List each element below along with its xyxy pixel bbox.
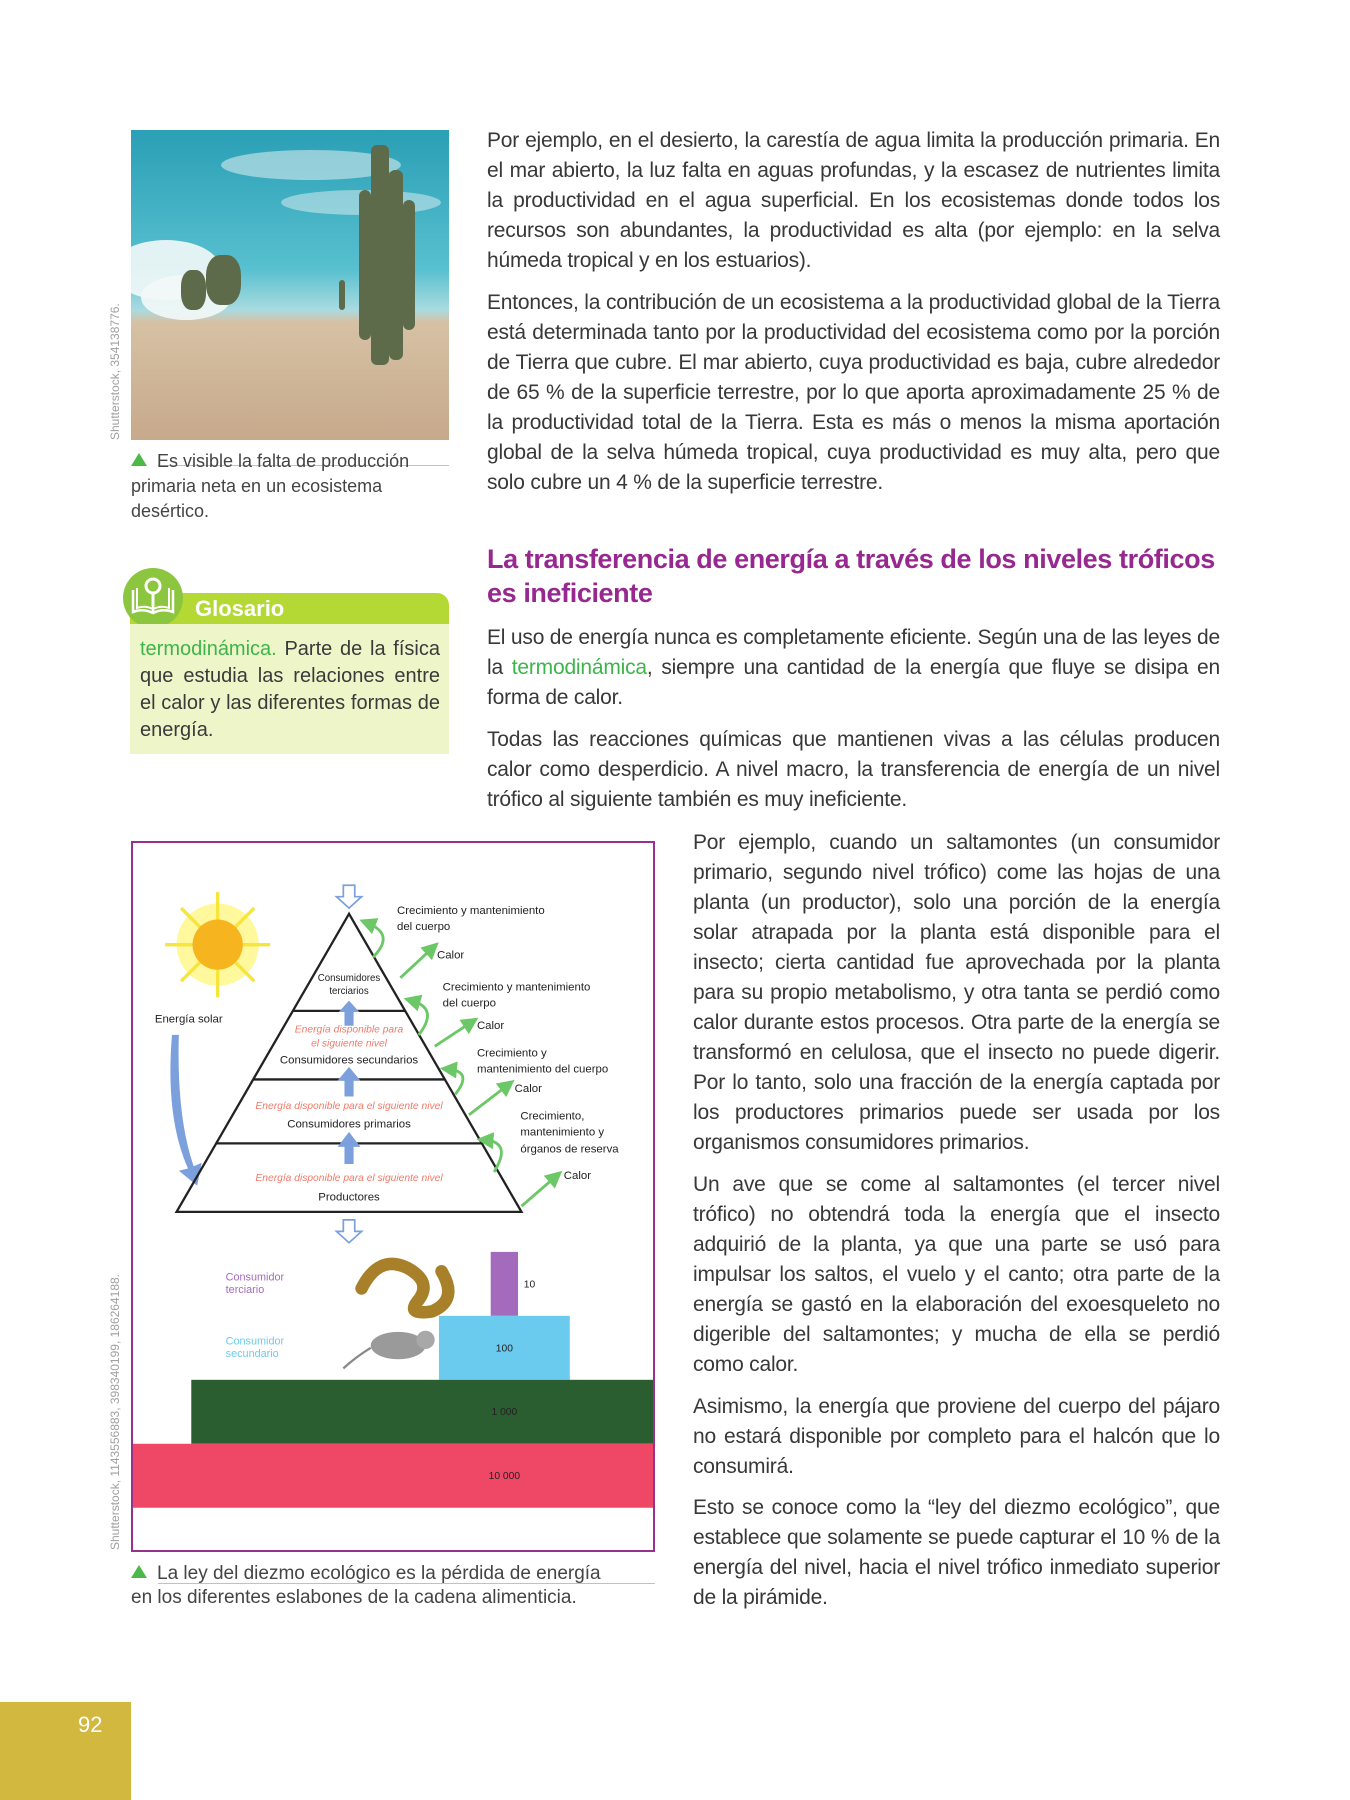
trophic-level-label: Consumidor	[225, 1271, 285, 1284]
caption-line: Es visible la falta de producción	[157, 451, 410, 471]
energy-bar	[133, 1444, 653, 1508]
trophic-level-label: Productor	[225, 1470, 273, 1483]
side-label: Crecimiento y mantenimiento	[396, 904, 545, 917]
glossary-term: termodinámica.	[140, 638, 277, 660]
side-label: del cuerpo	[442, 997, 496, 1010]
level-label: Consumidores primarios	[287, 1118, 411, 1131]
available-energy-label: el siguiente nivel	[311, 1038, 387, 1050]
glossary-definition: Parte de la física que estudia las relaciones entre el calor y las diferentes formas de energía.	[140, 638, 440, 741]
paragraph: Todas las reacciones químicas que mantienen vivas a las células producen calor como desperdicio. A nivel macro, la transferencia de energía de un nivel trófico al siguiente también es muy ineficiente.	[487, 728, 1220, 811]
photo-credit: Shutterstock, 354138776.	[108, 303, 122, 440]
paragraph: Entonces, la contribución de un ecosistema a la productividad global de la Tierra está determinada tanto por la productividad del ecosistema como por la porción de Tierra que cubre. El mar abierto, cuya productividad es baja, cubre alrededor de 65 % de la superficie terrestre, por lo que aporta aproximadamente 25 % de la productividad total de la Tierra. Esta es más o menos la misma aportación global de la selva húmeda tropical, cuya productividad es muy alta, pero que solo cubre un 4 % de la superficie terrestre.	[487, 291, 1220, 494]
mouse-icon	[343, 1331, 434, 1369]
energy-value-label: 1 000	[491, 1407, 518, 1419]
energy-value-label: 10 000	[488, 1471, 521, 1483]
trophic-level-label: Consumidor	[225, 1399, 285, 1412]
side-label: mantenimiento y	[520, 1126, 605, 1139]
page-number: 92	[78, 1712, 103, 1737]
photo-caption	[131, 449, 451, 524]
paragraph: Por ejemplo, en el desierto, la carestía de agua limita la producción primaria. En el mar abierto, la luz falta en aguas profundas, y la escasez de nutrientes limita la productividad en el agua superficial. En los ecosistemas donde todos los recursos son abundantes, la productividad es alta (por ejemplo: en la selva húmeda tropical y en los estuarios).	[487, 129, 1220, 272]
text: El uso de energía nunca es completamente eficiente. Según una de las leyes de la	[487, 626, 1220, 679]
glossary-link[interactable]: termodinámica	[511, 656, 647, 679]
side-label: Crecimiento,	[520, 1110, 585, 1123]
energy-bars	[133, 1252, 653, 1508]
side-label: mantenimiento del cuerpo	[476, 1063, 609, 1076]
paragraph: Esto se conoce como la “ley del diezmo ecológico”, que establece que solamente se puede capturar el 10 % de la energía del nivel, hacia el nivel trófico inmediato superior de la pirámide.	[693, 1496, 1220, 1609]
diagram-credit: Shutterstock, 1143556883, 398340199, 186264188.	[108, 1273, 122, 1550]
level-label: Consumidores	[317, 973, 381, 985]
available-energy-label: Energía disponible para el siguiente nivel	[255, 1101, 443, 1113]
trophic-level-label: terciario	[225, 1284, 265, 1297]
heat-label: Calor	[436, 949, 465, 962]
trophic-level-label: Consumidor	[225, 1335, 285, 1348]
book-magnifier-icon	[123, 568, 183, 628]
caption-line: desértico.	[131, 501, 210, 521]
paragraph: Un ave que se come al saltamontes (el tercer nivel trófico) no obtendrá toda la energía que el insecto adquirió de la planta, ya que una parte se usó para impulsar los saltos, el vuelo y el canto; otra parte de la energía se gastó en la elaboración del exoesqueleto no digerible del saltamontes; y mucha de ella se perdió como calor.	[693, 1173, 1220, 1376]
paragraph: Asimismo, la energía que proviene del cuerpo del pájaro no estará disponible por completo para el halcón que lo consumirá.	[693, 1395, 1220, 1478]
paragraph	[487, 623, 1220, 713]
available-energy-label: Energía disponible para el siguiente nivel	[255, 1173, 443, 1185]
side-label: del cuerpo	[396, 920, 451, 933]
triangle-icon	[131, 1565, 147, 1578]
paragraph: Por ejemplo, cuando un saltamontes (un consumidor primario, segundo nivel trófico) come las hojas de una planta (un productor), solo una porción de la energía solar atrapada por la planta está disponible para el insecto; cierta cantidad fue aprovechada por la planta para su propio metabolismo, y otra tanta se perdió como calor durante estos procesos. Otra parte de la energía se transformó en celulosa, que el insecto no puede digerir. Por lo tanto, solo una fracción de la energía captada por los productores primarios puede ser usada por los organismos consumidores primarios.	[693, 831, 1220, 1154]
heat-label: Calor	[514, 1082, 542, 1095]
side-label: Crecimiento y	[476, 1047, 547, 1060]
energy-value-label: 100	[495, 1343, 513, 1355]
diagram-caption	[131, 1562, 661, 1610]
caption-line: en los diferentes eslabones de la cadena alimenticia.	[131, 1587, 577, 1608]
energy-value-label: 10	[523, 1279, 536, 1291]
trophic-level-label: secundario	[225, 1347, 279, 1360]
sun-icon	[165, 892, 270, 997]
level-label: Consumidores secundarios	[279, 1054, 419, 1067]
section-heading: La transferencia de energía a través de los niveles tróficos es ineficiente	[487, 544, 1215, 608]
desert-photo	[131, 130, 449, 440]
energy-bar	[491, 1252, 518, 1316]
page-number-box	[0, 1702, 131, 1800]
text: , siempre una cantidad de la energía que fluye se disipa en forma de calor.	[487, 656, 1220, 709]
level-label: terciarios	[329, 985, 369, 997]
solar-arrow-icon	[170, 1035, 201, 1186]
side-label: órganos de reserva	[520, 1143, 619, 1156]
glossary-entry	[140, 636, 440, 744]
level-label: Productores	[318, 1191, 380, 1204]
trophic-level-label: primario	[225, 1411, 265, 1424]
available-energy-label: Energía disponible para	[294, 1024, 404, 1036]
snake-icon	[362, 1264, 449, 1312]
side-label: Crecimiento y mantenimiento	[442, 981, 591, 994]
caption-line: primaria neta en un ecosistema	[131, 476, 383, 496]
glossary-title: Glosario	[195, 596, 285, 621]
caption-line: La ley del diezmo ecológico es la pérdida de energía	[157, 1563, 601, 1584]
heat-label: Calor	[563, 1169, 592, 1182]
glossary-body	[130, 624, 449, 754]
triangle-icon	[131, 453, 147, 466]
energy-pyramid-diagram	[131, 841, 655, 1552]
heat-label: Calor	[476, 1020, 505, 1033]
solar-energy-label: Energía solar	[154, 1013, 223, 1026]
